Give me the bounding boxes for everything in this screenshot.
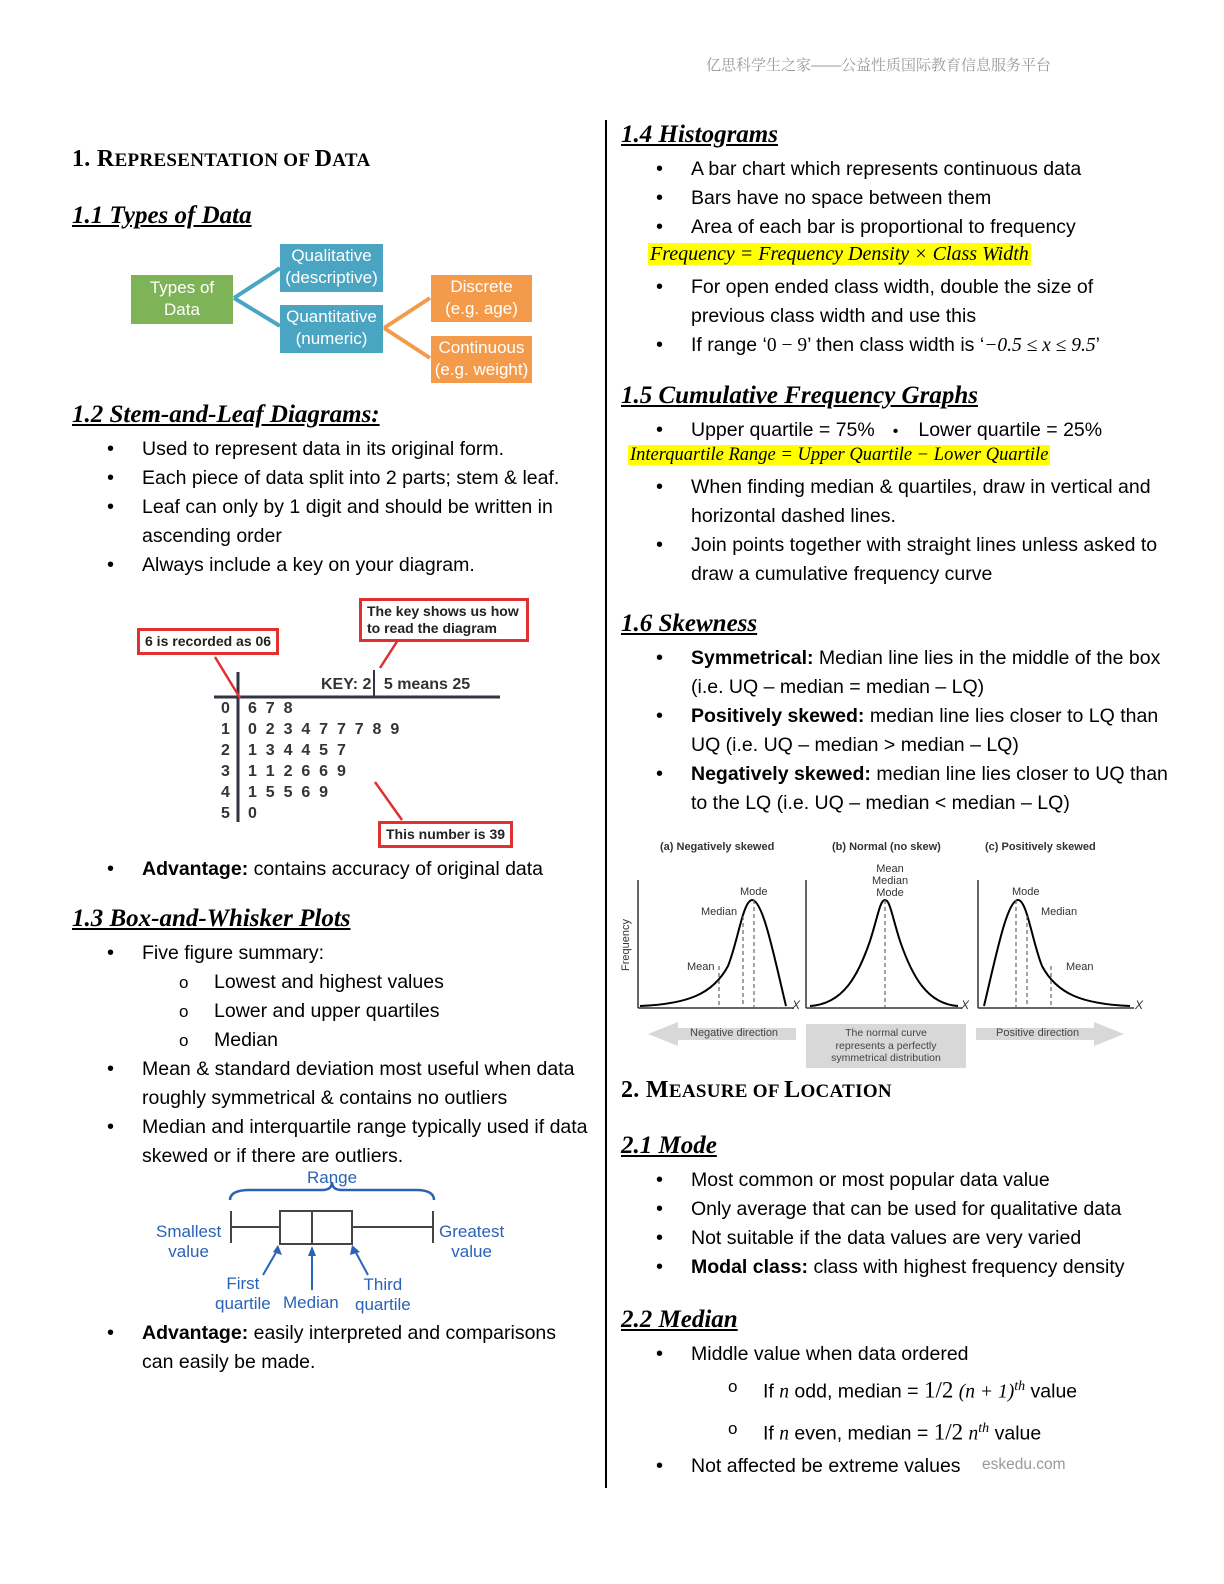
stem: 5 <box>221 805 230 822</box>
heading-1-2: 1.2 Stem-and-Leaf Diagrams: <box>72 401 380 428</box>
heading-1-1: 1.1 Types of Data <box>72 202 252 229</box>
list-item: • Negatively skewed: median line lies closer to UQ than to the LQ (i.e. UQ – median < median – LQ) <box>621 760 1171 818</box>
stem-leaf-key: KEY: 2 5 means 25 <box>321 676 471 693</box>
histogram-formula: Frequency = Frequency Density × Class Width <box>650 243 1029 265</box>
label-median: Median <box>1041 906 1078 918</box>
section-2-heading: 2. MEASURE OF LOCATION <box>621 1077 892 1103</box>
list-item: • Modal class: class with highest frequency density <box>621 1253 1181 1282</box>
list-item: • Five figure summary: <box>72 939 592 968</box>
label-x: X <box>961 998 970 1012</box>
list-item: • When finding median & quartiles, draw in vertical and horizontal dashed lines. <box>621 473 1171 531</box>
label-median: Median <box>701 906 738 918</box>
stem: 3 <box>221 763 230 780</box>
list-1-5 <box>621 473 1171 589</box>
list-item: o Lowest and highest values <box>72 968 592 997</box>
boxplot-greatest-label: Greatest value <box>439 1222 505 1261</box>
list-item: • Advantage: contains accuracy of original data <box>72 855 592 884</box>
boxplot-median-label: Median <box>283 1293 339 1312</box>
node-continuous: Continuous (e.g. weight) <box>431 336 532 383</box>
negative-direction-label: Negative direction <box>690 1027 779 1039</box>
list-item: • Advantage: easily interpreted and comparisons can easily be made. <box>72 1319 592 1377</box>
list-1-5-quartiles <box>621 416 1181 446</box>
node-discrete: Discrete (e.g. age) <box>431 275 532 322</box>
skew-label-b: (b) Normal (no skew) <box>832 841 941 853</box>
node-qualitative: Qualitative (descriptive) <box>280 244 383 292</box>
list-item: • Symmetrical: Median line lies in the middle of the box (i.e. UQ – median = median – LQ) <box>621 644 1171 702</box>
list-item: • Leaf can only by 1 digit and should be written in ascending order <box>72 493 592 551</box>
list-item: • Most common or most popular data value <box>621 1166 1181 1195</box>
callout-39: This number is 39 <box>378 821 513 848</box>
heading-1-4: 1.4 Histograms <box>621 121 778 148</box>
heading-1-5: 1.5 Cumulative Frequency Graphs <box>621 382 978 409</box>
list-item: • A bar chart which represents continuous data <box>621 155 1171 184</box>
list-item: • Positively skewed: median line lies closer to LQ than UQ (i.e. UQ – median > median – LQ) <box>621 702 1171 760</box>
list-item: • Each piece of data split into 2 parts; stem & leaf. <box>72 464 592 493</box>
leaves: 0 <box>248 805 257 822</box>
label-mode: Mode <box>740 886 768 898</box>
positive-direction-label: Positive direction <box>996 1027 1080 1039</box>
boxplot-third-quartile-label: Third quartile <box>355 1275 411 1314</box>
stem: 4 <box>221 784 230 801</box>
label-mean: Mean <box>687 961 715 973</box>
list-2-2 <box>621 1340 1181 1481</box>
stem: 2 <box>221 742 230 759</box>
skew-label-c: (c) Positively skewed <box>985 841 1096 853</box>
skewness-figure <box>618 836 1153 1076</box>
leaves: 1 5 5 6 9 <box>248 784 329 801</box>
list-item: o Lower and upper quartiles <box>72 997 592 1026</box>
callout-key: The key shows us how to read the diagram <box>359 598 529 642</box>
list-item: • For open ended class width, double the size of previous class width and use this <box>621 273 1171 331</box>
skew-label-a: (a) Negatively skewed <box>660 841 775 853</box>
boxplot-figure <box>0 0 610 1320</box>
list-1-6 <box>621 644 1171 818</box>
list-1-4 <box>621 155 1171 242</box>
footer-watermark: eskedu.com <box>982 1456 1066 1473</box>
list-item: • Not affected be extreme values <box>621 1452 1181 1481</box>
node-types-of-data: Types of Data <box>131 275 233 324</box>
label-mode: Mode <box>1012 886 1040 898</box>
list-1-3-advantage <box>72 1319 592 1377</box>
boxplot-smallest-label: Smallest value <box>156 1222 222 1261</box>
list-item: • Join points together with straight lines unless asked to draw a cumulative frequency curve <box>621 531 1171 589</box>
list-2-1 <box>621 1166 1181 1282</box>
heading-1-6: 1.6 Skewness <box>621 610 758 637</box>
header-watermark: 亿思科学生之家——公益性质国际教育信息服务平台 <box>706 57 1052 74</box>
list-item: o If n odd, median = 1/2 $(n + 1)^{th}$ value <box>621 1369 1181 1411</box>
iqr-formula: Interquartile Range = Upper Quartile − Lower Quartile <box>630 445 1049 465</box>
boxplot-range-label: Range <box>307 1168 358 1187</box>
leaves: 6 7 8 <box>248 700 293 717</box>
callout-06: 6 is recorded as 06 <box>137 628 279 655</box>
boxplot-first-quartile-label: First quartile <box>215 1274 271 1313</box>
list-item: • If range ‘0 − 9’ then class width is ‘−0.5 ≤ x ≤ 9.5’ <box>621 331 1171 360</box>
list-item: • Used to represent data in its original form. <box>72 435 592 464</box>
stem: 0 <box>221 700 230 717</box>
heading-2-2: 2.2 Median <box>621 1306 738 1333</box>
leaves: 1 1 2 6 6 9 <box>248 763 346 780</box>
heading-2-1: 2.1 Mode <box>621 1132 717 1159</box>
list-1-4-more <box>621 273 1171 360</box>
list-item: • Middle value when data ordered <box>621 1340 1181 1369</box>
list-item: • Median and interquartile range typically used if data skewed or if there are outliers. <box>72 1113 592 1171</box>
list-item: • Only average that can be used for qualitative data <box>621 1195 1181 1224</box>
list-item: • Always include a key on your diagram. <box>72 551 592 580</box>
heading-1-3: 1.3 Box-and-Whisker Plots <box>72 905 351 932</box>
list-item: o Median <box>72 1026 592 1055</box>
list-item: • Upper quartile = 75% • Lower quartile = 25% <box>621 416 1181 446</box>
label-mean-median-mode: Mean Median Mode <box>872 863 909 899</box>
boxplot-lines <box>0 0 610 1320</box>
leaves: 0 2 3 4 7 7 7 8 9 <box>248 721 400 738</box>
list-item: • Bars have no space between them <box>621 184 1171 213</box>
label-mean: Mean <box>1066 961 1094 973</box>
normal-curve-caption: The normal curve represents a perfectly symmetrical distribution <box>831 1027 941 1064</box>
list-item: • Mean & standard deviation most useful when data roughly symmetrical & contains no outliers <box>72 1055 592 1113</box>
frequency-axis-label: Frequency <box>620 919 632 971</box>
section-1-heading: 1. REPRESENTATION OF DATA <box>72 146 371 172</box>
stem: 1 <box>221 721 230 738</box>
node-quantitative: Quantitative (numeric) <box>280 305 383 353</box>
label-x: X <box>1135 998 1144 1012</box>
leaves: 1 3 4 4 5 7 <box>248 742 346 759</box>
label-x: X <box>792 998 801 1012</box>
list-item: • Not suitable if the data values are very varied <box>621 1224 1181 1253</box>
list-item: o If n even, median = 1/2 $n^{th}$ value <box>621 1411 1181 1453</box>
list-item: • Area of each bar is proportional to frequency <box>621 213 1171 242</box>
